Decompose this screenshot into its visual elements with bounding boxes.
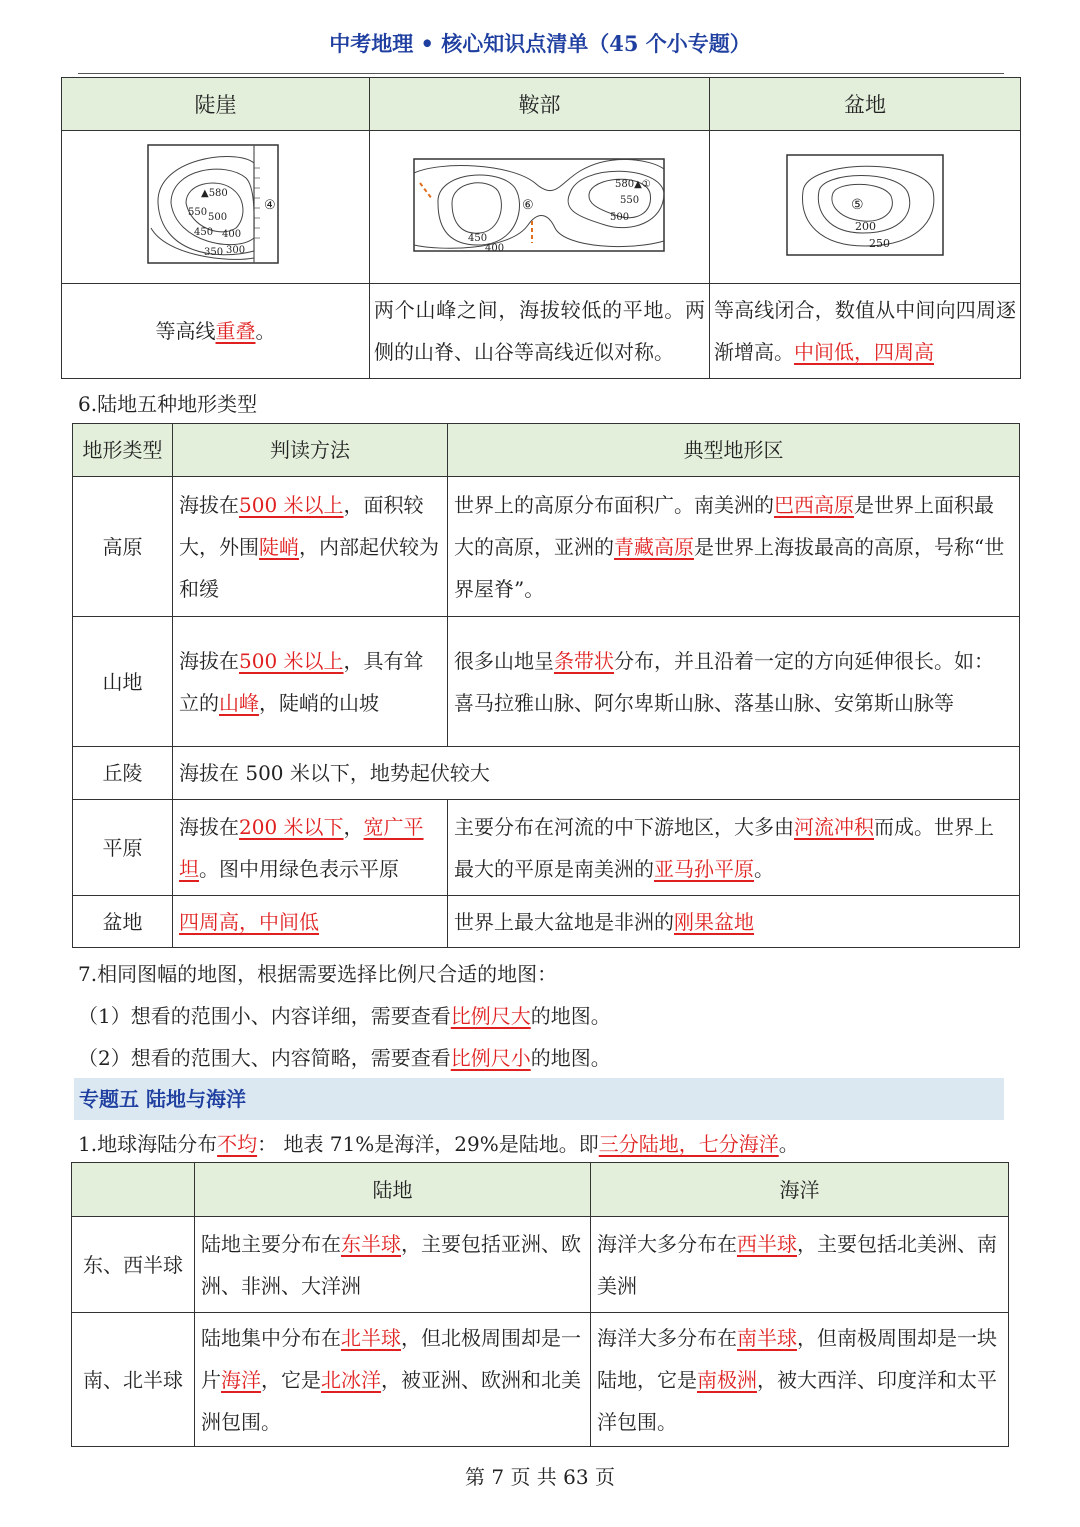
column-header-region: 典型地形区 (448, 424, 1020, 477)
column-header-basin: 盆地 (710, 78, 1021, 131)
land-cell: 陆地集中分布在北半球，但北极周围却是一片海洋，它是北冰洋，被亚洲、欧洲和北美洲包围。 (195, 1313, 591, 1447)
terrain-region: 很多山地呈条带状分布，并且沿着一定的方向延伸很长。如：喜马拉雅山脉、阿尔卑斯山脉、落基山脉、安第斯山脉等 (448, 617, 1020, 747)
page-number: 第 7 页 共 63 页 (465, 1465, 615, 1489)
svg-text:350: 350 (203, 246, 223, 258)
cliff-contour-map (146, 143, 286, 267)
page-title: 中考地理 • 核心知识点清单（45 个小专题） (329, 31, 751, 56)
terrain-method: 海拔在500 米以上，面积较大，外围陡峭，内部起伏较为和缓 (173, 477, 448, 617)
svg-text:450: 450 (467, 232, 487, 244)
terrain-method: 四周高，中间低 (173, 896, 448, 948)
cliff-description: 等高线重叠。 (62, 284, 370, 379)
column-header-land: 陆地 (195, 1163, 591, 1217)
land-cell: 陆地主要分布在东半球，主要包括亚洲、欧洲、非洲、大洋洲 (195, 1217, 591, 1313)
column-header-method: 判读方法 (173, 424, 448, 477)
column-header-saddle: 鞍部 (370, 78, 710, 131)
column-header-cliff: 陡崖 (62, 78, 370, 131)
terrain-type: 盆地 (73, 896, 173, 948)
topic-heading: 专题五 陆地与海洋 (74, 1078, 1004, 1120)
key-term: 中间低，四周高 (794, 340, 934, 364)
key-term: 重叠 (215, 319, 256, 343)
basin-map-cell (710, 131, 1021, 284)
table-row (72, 1313, 1009, 1447)
svg-text:500: 500 (609, 211, 629, 223)
cliff-map-cell (62, 131, 370, 284)
saddle-map-cell (370, 131, 710, 284)
landform-contour-table (61, 77, 1021, 379)
svg-text:550: 550 (619, 194, 639, 206)
terrain-type: 平原 (73, 800, 173, 896)
basin-contour-map (783, 151, 947, 259)
terrain-types-table (72, 423, 1020, 948)
svg-text:500: 500 (207, 211, 227, 223)
list-item: （1）想看的范围小、内容详细，需要查看比例尺大的地图。 (78, 1004, 611, 1028)
saddle-description: 两个山峰之间，海拔较低的平地。两侧的山脊、山谷等高线近似对称。 (370, 284, 710, 379)
svg-text:200: 200 (855, 219, 876, 233)
svg-text:400: 400 (221, 228, 241, 240)
saddle-peak-label: 580▲① (614, 178, 651, 190)
svg-text:550: 550 (187, 206, 207, 218)
table-row (73, 800, 1020, 896)
hemisphere-table (71, 1162, 1009, 1447)
svg-text:250: 250 (869, 236, 890, 250)
cliff-peak-label: ▲580 (200, 187, 228, 199)
saddle-marker-6: ⑥ (521, 197, 534, 213)
svg-text:400: 400 (484, 242, 504, 254)
basin-marker-5: ⑤ (851, 196, 864, 213)
terrain-method: 海拔在200 米以下，宽广平坦。图中用绿色表示平原 (173, 800, 448, 896)
hemisphere-label: 东、西半球 (72, 1217, 195, 1313)
column-header-ocean: 海洋 (591, 1163, 1009, 1217)
table-row (73, 617, 1020, 747)
terrain-region: 世界上最大盆地是非洲的刚果盆地 (448, 896, 1020, 948)
column-header-empty (72, 1163, 195, 1217)
terrain-type: 丘陵 (73, 747, 173, 800)
sea-land-statement: 1.地球海陆分布不均： 地表 71%是海洋，29%是陆地。即三分陆地，七分海洋。 (78, 1132, 799, 1156)
saddle-contour-map (410, 153, 670, 257)
svg-text:450: 450 (193, 226, 213, 238)
ocean-cell: 海洋大多分布在南半球，但南极周围却是一块陆地，它是南极洲，被大西洋、印度洋和太平洋包围。 (591, 1313, 1009, 1447)
terrain-method: 海拔在500 米以上，具有耸立的山峰，陡峭的山坡 (173, 617, 448, 747)
cliff-marker-4: ④ (263, 197, 276, 213)
list-item: （2）想看的范围大、内容简略，需要查看比例尺小的地图。 (78, 1046, 611, 1070)
terrain-region: 世界上的高原分布面积广。南美洲的巴西高原是世界上面积最大的高原，亚洲的青藏高原是世界上海拔最高的高原，号称“世界屋脊”。 (448, 477, 1020, 617)
column-header-type: 地形类型 (73, 424, 173, 477)
terrain-type: 高原 (73, 477, 173, 617)
ocean-cell: 海洋大多分布在西半球，主要包括北美洲、南美洲 (591, 1217, 1009, 1313)
terrain-method: 海拔在 500 米以下，地势起伏较大 (173, 747, 1020, 800)
terrain-region: 主要分布在河流的中下游地区，大多由河流冲积而成。世界上最大的平原是南美洲的亚马孙平原。 (448, 800, 1020, 896)
svg-text:300: 300 (225, 244, 245, 256)
table-row (73, 896, 1020, 948)
basin-description: 等高线闭合，数值从中间向四周逐渐增高。中间低，四周高 (710, 284, 1021, 379)
section-heading: 6.陆地五种地形类型 (78, 392, 258, 416)
hemisphere-label: 南、北半球 (72, 1313, 195, 1447)
terrain-type: 山地 (73, 617, 173, 747)
section-heading: 7.相同图幅的地图，根据需要选择比例尺合适的地图： (78, 962, 558, 986)
table-row (73, 477, 1020, 617)
table-row (72, 1217, 1009, 1313)
header-divider (78, 73, 1004, 74)
table-row (73, 747, 1020, 800)
